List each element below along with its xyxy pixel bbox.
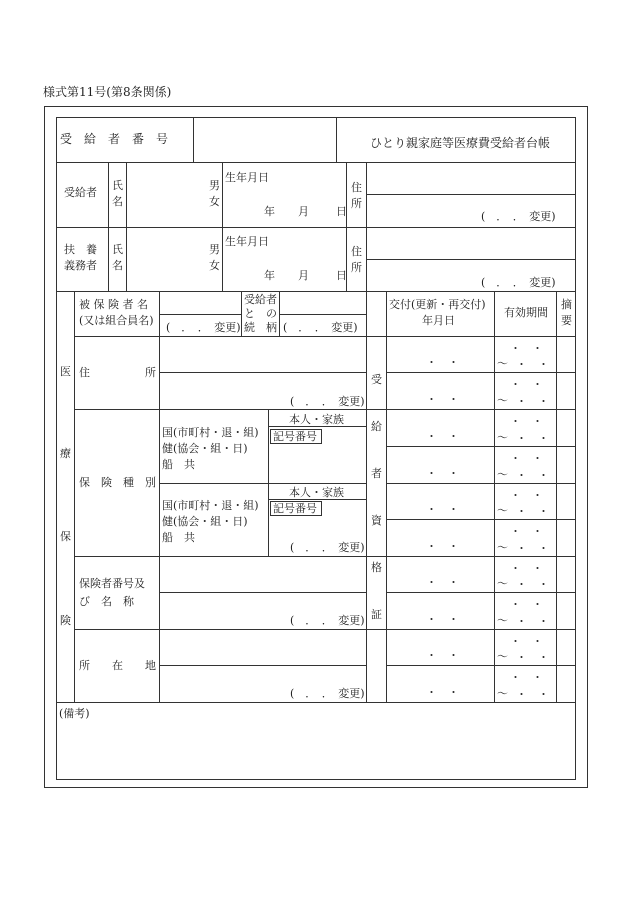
type1-symbol-number: 記号番号	[273, 430, 317, 443]
validity-tilde: ～	[497, 650, 508, 663]
recipient-male: 男	[209, 179, 220, 192]
validity-from-dots: ・ ・	[510, 635, 543, 648]
location-change: ( ． ． 変更)	[290, 687, 365, 700]
recipient-birth-month: 月	[298, 205, 309, 218]
insurance-address-label: 住 所	[79, 366, 156, 379]
validity-to-dots: ・ ・	[516, 505, 549, 518]
insured-name-change: ( ． ． 変更)	[166, 321, 241, 334]
qual-vertical-5: 格	[371, 561, 382, 574]
dependent-male: 男	[209, 243, 220, 256]
validity-to-dots: ・ ・	[516, 395, 549, 408]
insured-name-label: 被 保 険 者 名	[79, 298, 148, 311]
issue-date-dots: ・ ・	[426, 685, 459, 699]
recipient-address-label-2: 所	[351, 197, 362, 210]
recipient-birth-year: 年	[264, 205, 275, 218]
form-number: 様式第11号(第8条関係)	[43, 85, 172, 99]
validity-tilde: ～	[497, 504, 508, 517]
type2-option-1: 国(市町村・退・組)	[162, 499, 259, 512]
issue-date-dots: ・ ・	[426, 612, 459, 626]
recipient-label: 受給者	[64, 186, 97, 199]
type2-family: 本人・家族	[289, 486, 344, 499]
validity-from-dots: ・ ・	[510, 415, 543, 428]
validity-from-dots: ・ ・	[510, 452, 543, 465]
type1-option-3: 船 共	[162, 458, 195, 471]
validity-from-dots: ・ ・	[510, 342, 543, 355]
qual-vertical-1: 受	[371, 373, 382, 386]
validity-from-dots: ・ ・	[510, 525, 543, 538]
insurance-vertical-3: 保	[60, 530, 71, 543]
type1-option-2: 健(協会・組・日)	[162, 442, 248, 455]
dependent-birth-year: 年	[264, 269, 275, 282]
insurance-vertical-1: 医	[60, 365, 71, 378]
form-title: ひとり親家庭等医療費受給者台帳	[370, 136, 551, 150]
relation-change: ( ． ． 変更)	[283, 321, 358, 334]
validity-from-dots: ・ ・	[510, 489, 543, 502]
insurance-vertical-4: 険	[60, 614, 71, 627]
dependent-name-label-2: 名	[112, 259, 123, 272]
relation-label: 受給者	[244, 293, 277, 306]
validity-tilde: ～	[497, 394, 508, 407]
dependent-birth-label: 生年月日	[225, 235, 269, 248]
insurer-label: 保険者番号及	[79, 577, 145, 590]
insured-name-sublabel: (又は組合員名)	[79, 314, 154, 327]
validity-tilde: ～	[497, 468, 508, 481]
dependent-birth-day: 日	[336, 269, 347, 282]
dependent-address-label: 住	[351, 245, 362, 258]
type1-family: 本人・家族	[289, 413, 344, 426]
validity-from-dots: ・ ・	[510, 671, 543, 684]
issue-date-dots: ・ ・	[426, 429, 459, 443]
validity-to-dots: ・ ・	[516, 542, 549, 555]
insurer-label-2: び 名 称	[79, 595, 134, 608]
validity-to-dots: ・ ・	[516, 578, 549, 591]
location-label: 所 在 地	[79, 659, 156, 672]
validity-tilde: ～	[497, 577, 508, 590]
validity-tilde: ～	[497, 687, 508, 700]
qual-vertical-4: 資	[371, 514, 382, 527]
dependent-address-change: ( ． ． 変更)	[481, 276, 556, 289]
type2-symbol-number: 記号番号	[273, 502, 317, 515]
dependent-name-label: 氏	[112, 243, 123, 256]
validity-from-dots: ・ ・	[510, 562, 543, 575]
validity-to-dots: ・ ・	[516, 358, 549, 371]
issue-date-dots: ・ ・	[426, 356, 459, 369]
recipient-address-label: 住	[351, 181, 362, 194]
type1-option-1: 国(市町村・退・組)	[162, 426, 259, 439]
issue-header-2: 年月日	[422, 314, 455, 327]
recipient-address-change: ( ． ． 変更)	[481, 210, 556, 223]
issue-date-dots: ・ ・	[426, 576, 459, 589]
issue-date-dots: ・ ・	[426, 503, 459, 516]
type2-change: ( ． ． 変更)	[290, 541, 365, 554]
validity-to-dots: ・ ・	[516, 432, 549, 445]
validity-from-dots: ・ ・	[510, 378, 543, 391]
qual-vertical-2: 給	[371, 420, 382, 433]
issue-header: 交付(更新・再交付)	[389, 298, 486, 311]
validity-to-dots: ・ ・	[516, 469, 549, 482]
recipient-birth-label: 生年月日	[225, 171, 269, 184]
validity-from-dots: ・ ・	[510, 598, 543, 611]
relation-label-3: 続 柄	[244, 321, 277, 334]
validity-tilde: ～	[497, 357, 508, 370]
insurance-type-label: 保 険 種 別	[79, 476, 156, 489]
recipient-name-label-2: 名	[112, 195, 123, 208]
dependent-address-label-2: 所	[351, 261, 362, 274]
validity-tilde: ～	[497, 541, 508, 554]
recipient-birth-day: 日	[336, 205, 347, 218]
relation-label-2: と の	[244, 307, 277, 320]
validity-tilde: ～	[497, 614, 508, 627]
remarks-label: (備考)	[59, 707, 90, 720]
insurer-change: ( ． ． 変更)	[290, 614, 365, 627]
summary-header-2: 要	[561, 314, 572, 327]
issue-date-dots: ・ ・	[426, 539, 459, 553]
validity-tilde: ～	[497, 431, 508, 444]
summary-header: 摘	[561, 298, 572, 311]
dependent-label-2: 義務者	[64, 259, 97, 272]
dependent-female: 女	[209, 259, 220, 272]
qual-vertical-3: 者	[371, 467, 382, 480]
recipient-number-label: 受 給 者 番 号	[60, 132, 169, 146]
recipient-female: 女	[209, 195, 220, 208]
insurance-vertical-2: 療	[60, 447, 71, 460]
insurance-address-change: ( ． ． 変更)	[290, 395, 365, 408]
qual-vertical-6: 証	[371, 608, 382, 621]
type2-option-2: 健(協会・組・日)	[162, 515, 248, 528]
issue-date-dots: ・ ・	[426, 649, 459, 662]
issue-date-dots: ・ ・	[426, 466, 459, 480]
recipient-name-label: 氏	[112, 179, 123, 192]
issue-date-dots: ・ ・	[426, 392, 459, 406]
validity-to-dots: ・ ・	[516, 651, 549, 664]
validity-header: 有効期間	[504, 306, 548, 319]
dependent-label: 扶 養	[64, 243, 97, 256]
validity-to-dots: ・ ・	[516, 688, 549, 701]
validity-to-dots: ・ ・	[516, 615, 549, 628]
dependent-birth-month: 月	[298, 269, 309, 282]
type2-option-3: 船 共	[162, 531, 195, 544]
